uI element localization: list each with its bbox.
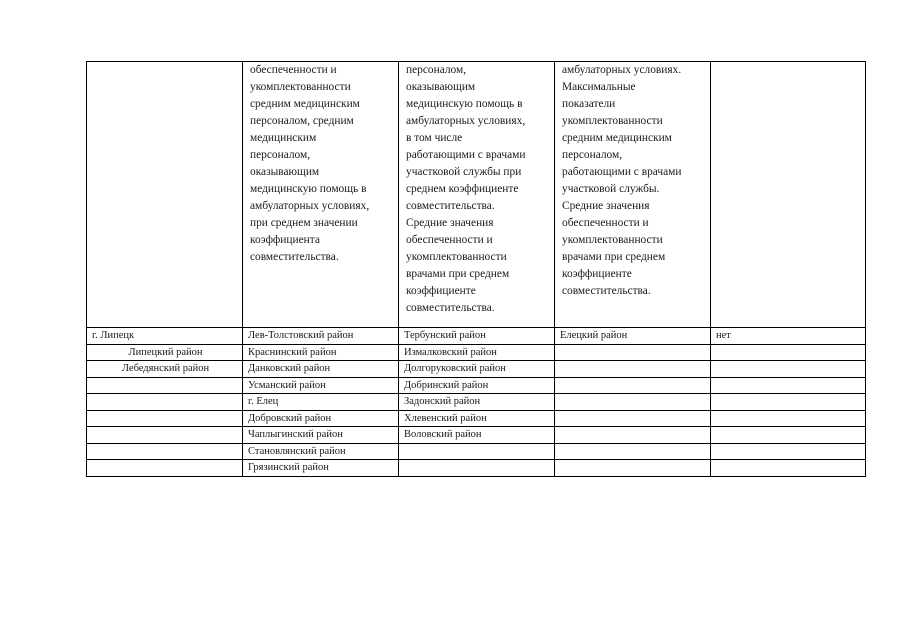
table-cell-col2: Добровский район (243, 410, 399, 427)
table-cell-col2: Лев-Толстовский район (243, 328, 399, 345)
table-cell-col3 (399, 443, 555, 460)
table-cell-col1: Лебедянский район (87, 361, 243, 378)
table-cell-col1 (87, 460, 243, 477)
table-cell-col5 (711, 410, 866, 427)
table-row (87, 460, 866, 477)
table-cell-col1: г. Липецк (87, 328, 243, 345)
table-cell-col5 (711, 361, 866, 378)
table-cell-col1 (87, 410, 243, 427)
table-cell-col2: Становлянский район (243, 443, 399, 460)
table-cell-col4 (555, 344, 711, 361)
table-cell-col1 (87, 443, 243, 460)
table-row (87, 361, 866, 378)
description-cell-col4: амбулаторных условиях. Максимальные показатели укомплектованности средним медицинским персоналом, работающими с врачами участковой службы. Средние значения обеспеченности и укомплектованности врачами при среднем коэффициенте совместительства. (555, 62, 711, 328)
table-cell-col5 (711, 394, 866, 411)
table-cell-col1: Липецкий район (87, 344, 243, 361)
table-cell-col3: Задонский район (399, 394, 555, 411)
table-cell-col3: Хлевенский район (399, 410, 555, 427)
table-cell-col1 (87, 394, 243, 411)
table-cell-col5 (711, 460, 866, 477)
table-cell-col4: Елецкий район (555, 328, 711, 345)
table-cell-col4 (555, 410, 711, 427)
table-cell-col2: Краснинский район (243, 344, 399, 361)
table-cell-col4 (555, 427, 711, 444)
table-cell-col1 (87, 427, 243, 444)
table-cell-col5 (711, 377, 866, 394)
table-row (87, 328, 866, 345)
description-row (87, 62, 866, 328)
table-cell-col2: Данковский район (243, 361, 399, 378)
table-row (87, 377, 866, 394)
table-cell-col3: Измалковский район (399, 344, 555, 361)
table-cell-col3: Долгоруковский район (399, 361, 555, 378)
table-cell-col3: Воловский район (399, 427, 555, 444)
table-cell-col2: Грязинский район (243, 460, 399, 477)
description-cell-col5 (711, 62, 866, 328)
districts-table (86, 61, 866, 477)
description-cell-col2: обеспеченности и укомплектованности средним медицинским персоналом, средним медицинским персоналом, оказывающим медицинскую помощь в амбулаторных условиях, при среднем значении коэффициента совместительства. (243, 62, 399, 328)
table-row (87, 394, 866, 411)
table-row (87, 443, 866, 460)
table-cell-col4 (555, 460, 711, 477)
table-cell-col5: нет (711, 328, 866, 345)
table-cell-col3 (399, 460, 555, 477)
table-cell-col1 (87, 377, 243, 394)
table-cell-col4 (555, 377, 711, 394)
table-cell-col4 (555, 443, 711, 460)
table-cell-col4 (555, 361, 711, 378)
table-row (87, 410, 866, 427)
table-cell-col4 (555, 394, 711, 411)
table-cell-col3: Добринский район (399, 377, 555, 394)
table-cell-col5 (711, 443, 866, 460)
table-cell-col2: Чаплыгинский район (243, 427, 399, 444)
table-cell-col2: г. Елец (243, 394, 399, 411)
description-cell-col3: персоналом, оказывающим медицинскую помощь в амбулаторных условиях, в том числе работающими с врачами участковой службы при среднем коэффициенте совместительства. Средние значения обеспеченности и укомплектованности врачами при среднем коэффициенте совместительства. (399, 62, 555, 328)
table-row (87, 427, 866, 444)
description-cell-col1 (87, 62, 243, 328)
table-cell-col3: Тербунский район (399, 328, 555, 345)
table-cell-col5 (711, 427, 866, 444)
table-row (87, 344, 866, 361)
table-cell-col5 (711, 344, 866, 361)
table-cell-col2: Усманский район (243, 377, 399, 394)
